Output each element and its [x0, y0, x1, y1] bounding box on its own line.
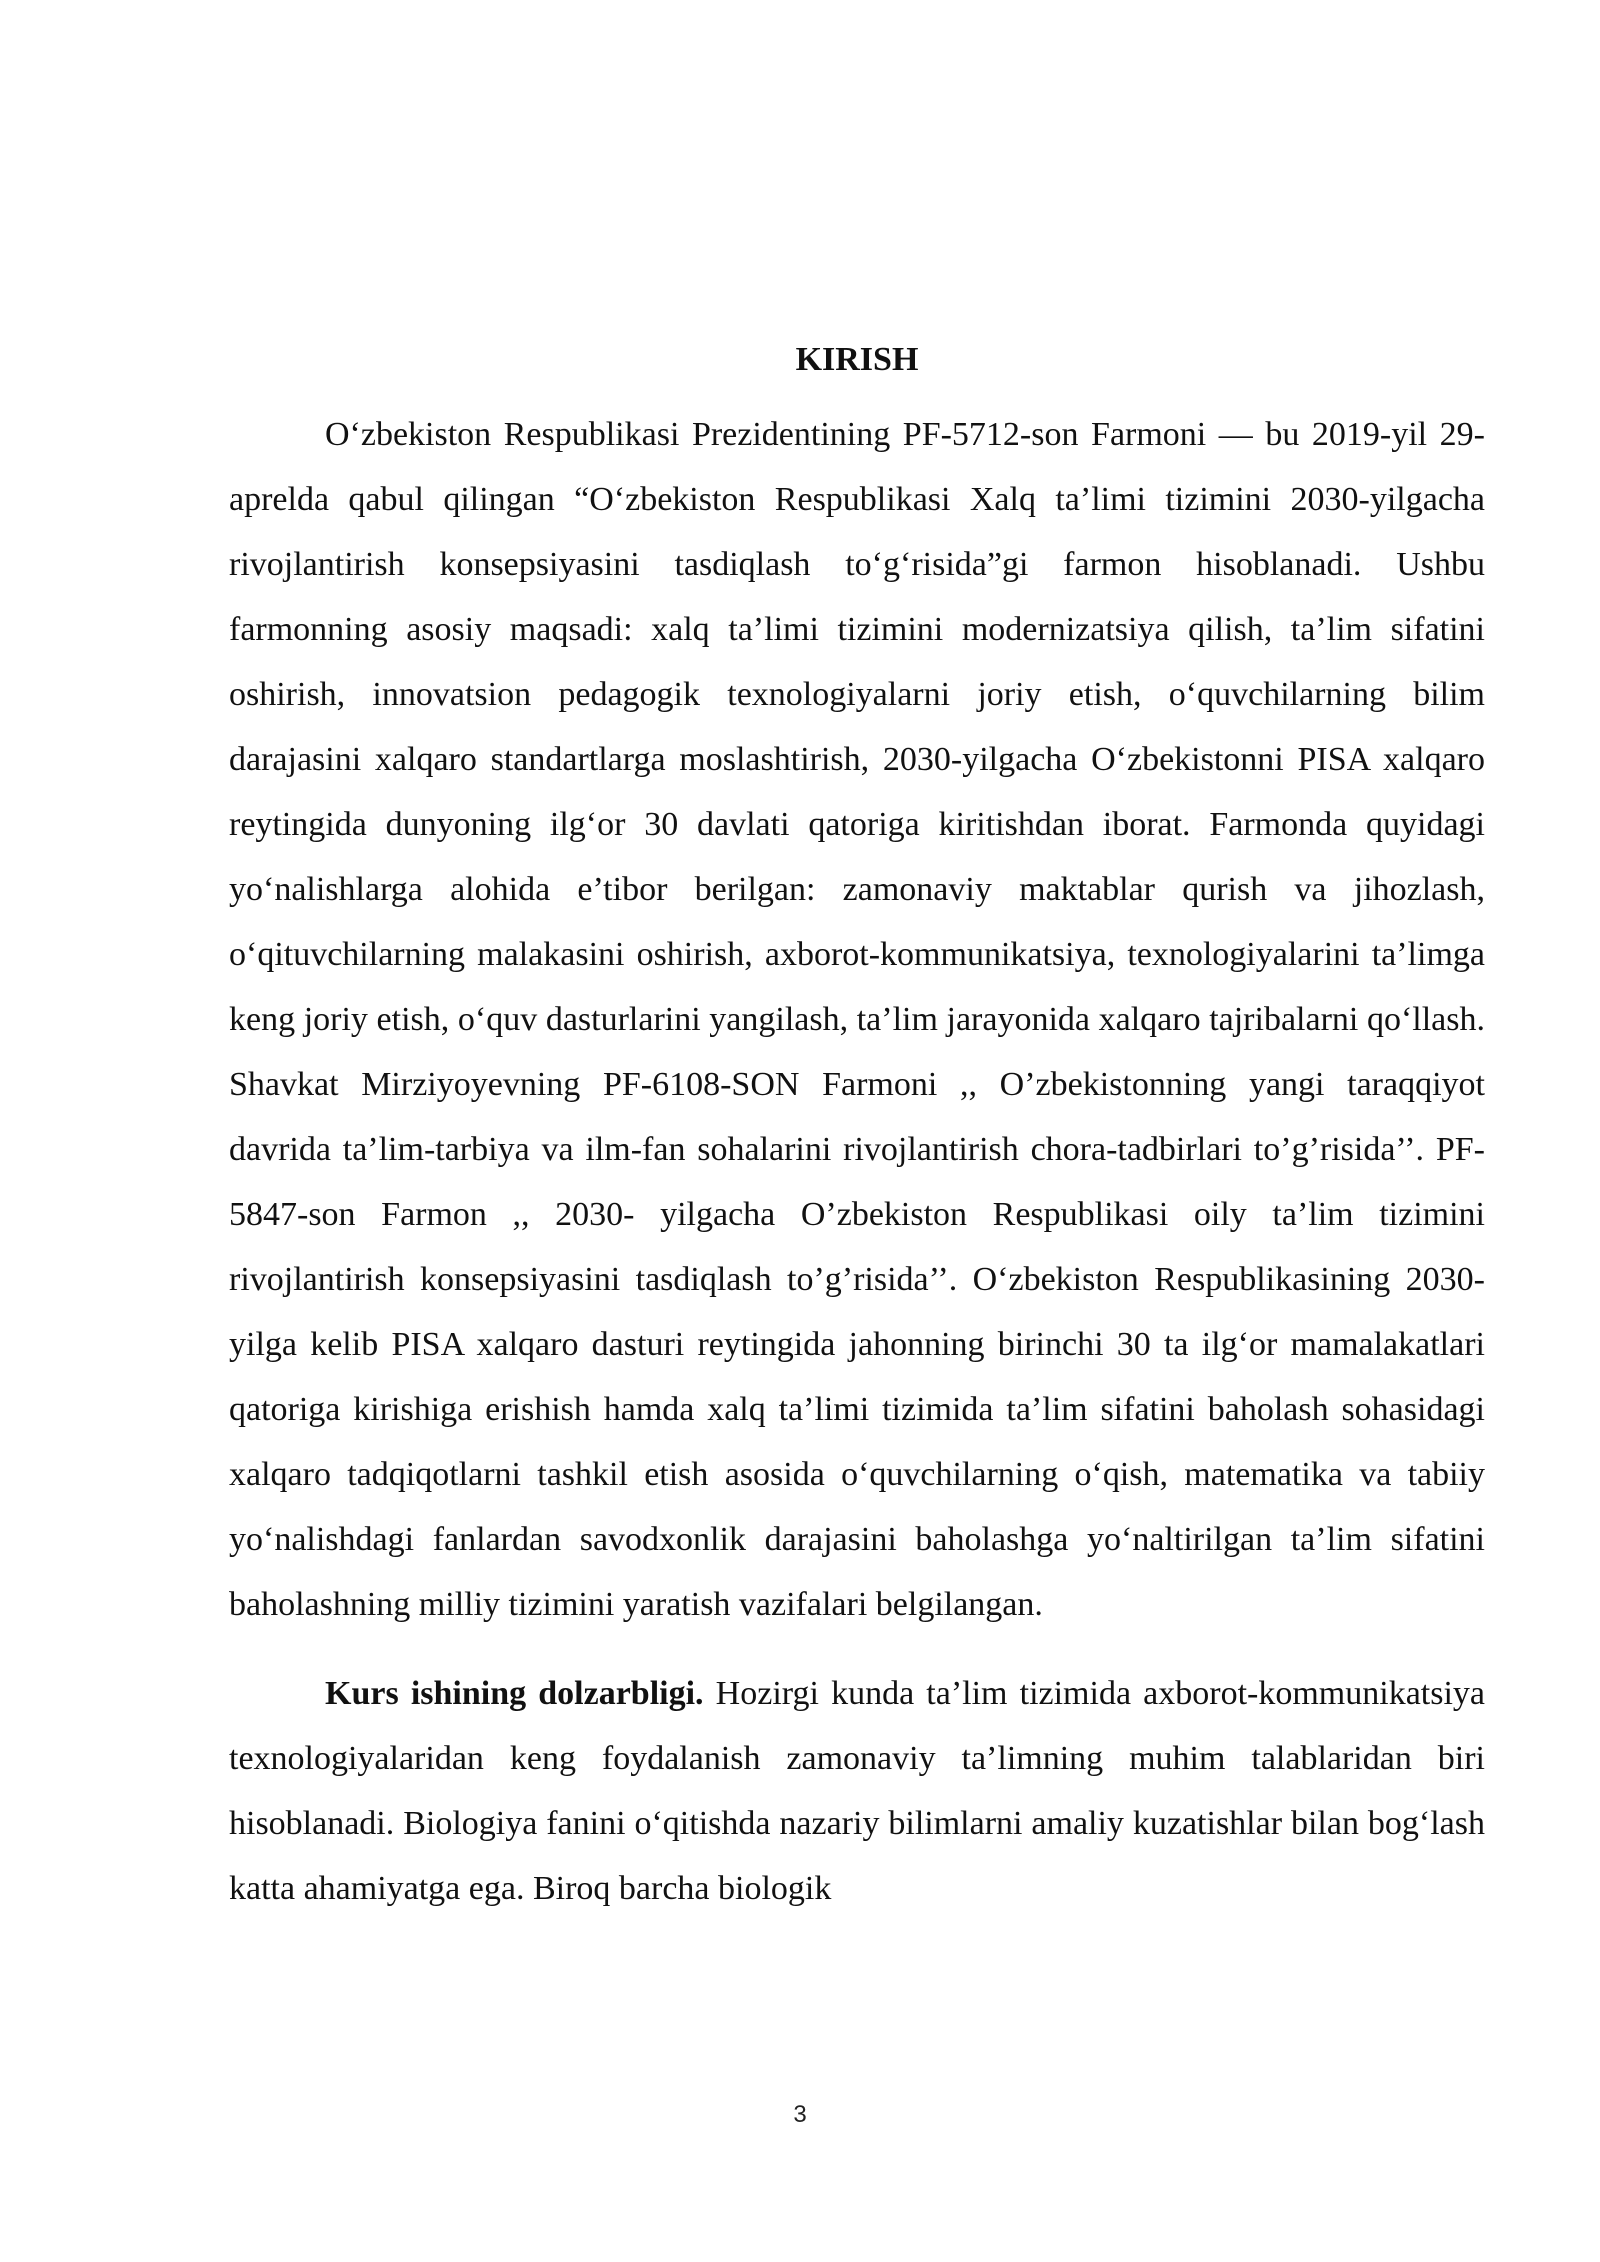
- section-heading: KIRISH: [795, 341, 919, 378]
- intro-paragraph: O‘zbekiston Respublikasi Prezidentining PF-5712-son Farmoni — bu 2019-yil 29-aprelda qabul qilingan “O‘zbekiston Respublikasi Xalq ta’limi tizimini 2030-yilgacha rivojlantirish konsepsiyasini tasdiqlash to‘g‘risida”gi farmon hisoblanadi. Ushbu farmonning asosiy maqsadi: xalq ta’limi tizimini modernizatsiya qilish, ta’lim sifatini oshirish, innovatsion pedagogik texnologiyalarni joriy etish, o‘quvchilarning bilim darajasini xalqaro standartlarga moslashtirish, 2030-yilgacha O‘zbekistonni PISA xalqaro reytingida dunyoning ilg‘or 30 davlati qatoriga kiritishdan iborat. Farmonda quyidagi yo‘nalishlarga alohida e’tibor berilgan: zamonaviy maktablar qurish va jihozlash, o‘qituvchilarning malakasini oshirish, axborot-kommunikatsiya, texnologiyalarini ta’limga keng joriy etish, o‘quv dasturlarini yangilash, ta’lim jarayonida xalqaro tajribalarni qo‘llash. Shavkat Mirziyoyevning PF-6108-SON Farmoni ,, O’zbekistonning yangi taraqqiyot davrida ta’lim-tarbiya va ilm-fan sohalarini rivojlantirish chora-tadbirlari to’g’risida’’. PF-5847-son Farmon ,, 2030- yilgacha O’zbekiston Respublikasi oily ta’lim tizimini rivojlantirish konsepsiyasini tasdiqlash to’g’risida’’. O‘zbekiston Respublikasining 2030- yilga kelib PISA xalqaro dasturi reytingida jahonning birinchi 30 ta ilg‘or mamalakatlari qatoriga kirishiga erishish hamda xalq ta’limi tizimida ta’lim sifatini baholash sohasidagi xalqaro tadqiqotlarni tashkil etish asosida o‘quvchilarning o‘qish, matematika va tabiiy yo‘nalishdagi fanlardan savodxonlik darajasini baholashga yo‘naltirilgan ta’lim sifatini baholashning milliy tizimini yaratish vazifalari belgilangan.: [229, 416, 1485, 1623]
- relevance-lead: Kurs ishining dolzarbligi.: [325, 1675, 704, 1712]
- relevance-text: Hozirgi kunda ta’lim tizimida axborot-kommunikatsiya texnologiyalaridan keng foydalanish zamonaviy ta’limning muhim talablaridan biri hisoblanadi. Biologiya fanini o‘qitishda nazariy bilimlarni amaliy kuzatishlar bilan bog‘lash katta ahamiyatga ega. Biroq barcha biologik: [229, 1675, 1486, 1907]
- relevance-paragraph: [229, 1661, 1485, 1921]
- page-content: [229, 336, 1485, 1921]
- page-number: 3: [793, 2101, 807, 2128]
